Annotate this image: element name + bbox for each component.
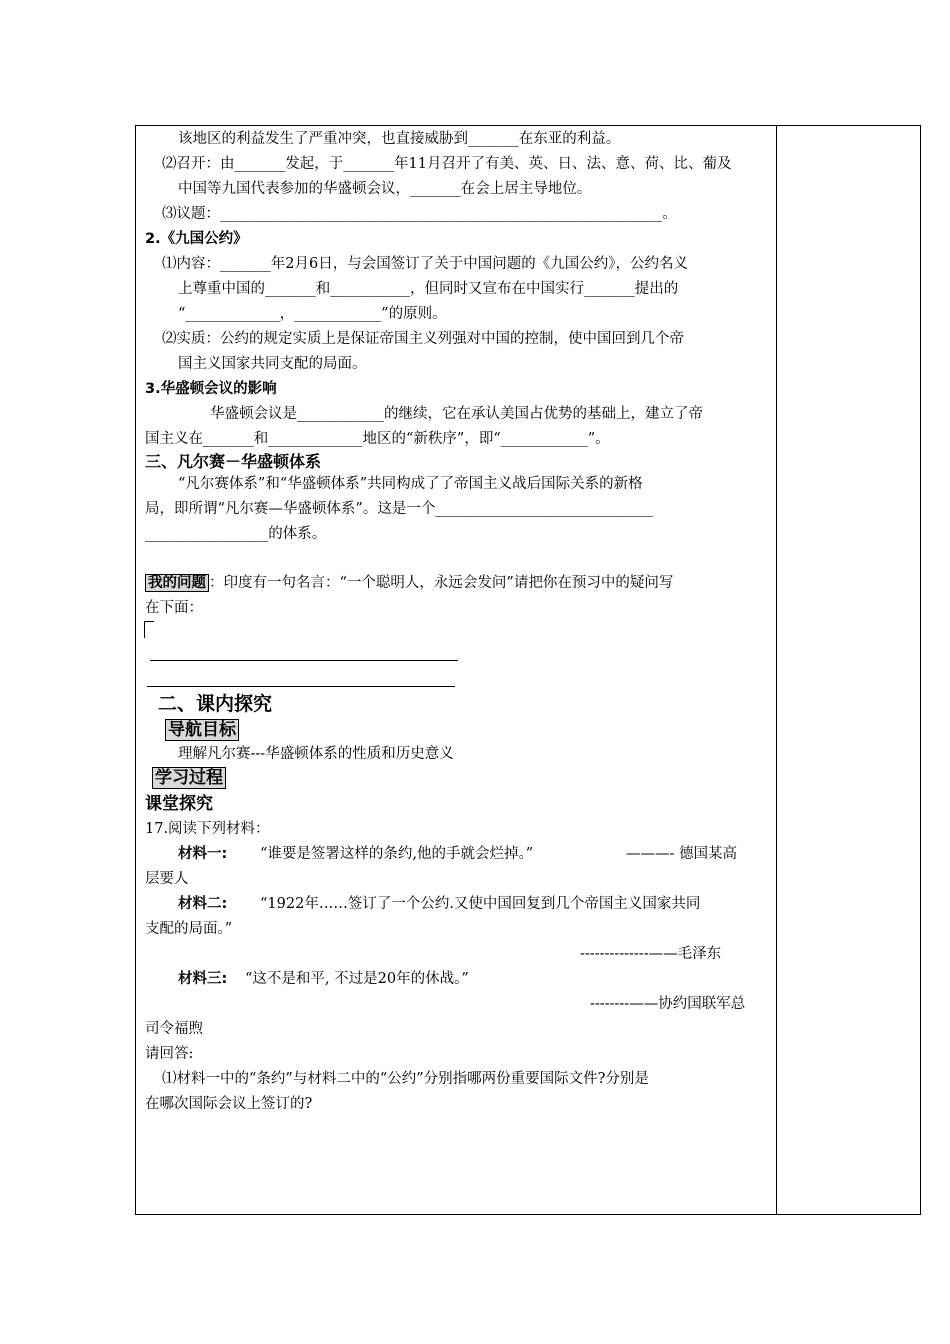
- material-label: 材料一:: [178, 846, 228, 862]
- text-cursor[interactable]: [144, 621, 154, 638]
- material-label: 材料三:: [178, 971, 228, 987]
- section-heading: 2.《九国公约》: [145, 231, 248, 247]
- text-line: 中国等九国代表参加的华盛顿会议，_______在会上居主导地位。: [178, 181, 592, 197]
- my-question-line: [145, 573, 673, 593]
- nav-goal-label: 导航目标: [165, 719, 239, 741]
- text-line: 在下面：: [145, 600, 203, 616]
- question-line: ⑴材料一中的“条约”与材料二中的“公约”分别指哪两份重要国际文件?分别是: [162, 1071, 649, 1087]
- material-quote: “谁要是签署这样的条约,他的手就会烂掉。”: [260, 846, 534, 862]
- attribution: --------------——毛泽东: [580, 946, 722, 962]
- text-line: 局，即所谓“凡尔赛—华盛顿体系”。这是一个______________________________: [145, 501, 653, 517]
- attribution: --------——协约国联军总: [590, 996, 746, 1012]
- text-line: ⑴内容：_______年2月6日，与会国签订了关于中国问题的《九国公约》，公约名义: [162, 256, 688, 272]
- question-line: 在哪次国际会议上签订的?: [145, 1096, 313, 1112]
- text-line: ：印度有一句名言：“一个聪明人，永远会发问”请把你在预习中的疑问写: [209, 575, 674, 591]
- answer-line[interactable]: [150, 660, 458, 661]
- section-heading: 课堂探究: [145, 794, 213, 814]
- text-line: 国主义在_______和_____________地区的“新秩序”，即“____________”。: [145, 431, 610, 447]
- text-line: 支配的局面。”: [145, 921, 233, 937]
- text-line: ⑵实质：公约的规定实质上是保证帝国主义列强对中国的控制，使中国回到几个帝: [162, 331, 684, 347]
- text-line: 上尊重中国的_______和___________，但同时又宣布在中国实行_______提出的: [178, 281, 679, 297]
- material-label: 材料二:: [178, 896, 228, 912]
- text-line: 国主义国家共同支配的局面。: [178, 356, 367, 372]
- text-line: “_____________，____________”的原则。: [178, 306, 447, 322]
- text-line: ⑶议题：_____________________________________________________________。: [162, 206, 677, 222]
- text-line: 理解凡尔赛---华盛顿体系的性质和历史意义: [178, 746, 454, 762]
- text-line: 华盛顿会议是____________的继续，它在承认美国占优势的基础上，建立了帝: [210, 406, 703, 422]
- text-line: 司令福煦: [145, 1021, 203, 1037]
- text-line: _________________的体系。: [145, 526, 327, 542]
- section-heading: 二、课内探究: [158, 693, 273, 715]
- learning-process-label: 学习过程: [152, 767, 226, 789]
- text-line: 17.阅读下列材料：: [145, 821, 270, 837]
- section-heading: 3.华盛顿会议的影响: [145, 381, 277, 397]
- text-line: ⑵召开：由_______发起，于_______年11月召开了有美、英、日、法、意、荷、比、葡及: [162, 156, 732, 172]
- text-line: ———- 德国某高: [626, 846, 738, 862]
- text-line: 请回答:: [145, 1046, 194, 1062]
- text-line: 层要人: [145, 871, 189, 887]
- column-divider: [776, 125, 777, 1215]
- my-question-label: 我的问题: [145, 574, 209, 592]
- text-line: “凡尔赛体系”和“华盛顿体系”共同构成了了帝国主义战后国际关系的新格: [178, 476, 643, 492]
- answer-line[interactable]: [147, 686, 455, 687]
- material-quote: “1922年……签订了一个公约.又使中国回复到几个帝国主义国家共同: [260, 896, 701, 912]
- material-quote: “这不是和平, 不过是20年的休战。”: [245, 971, 469, 987]
- text-line: 该地区的利益发生了严重冲突，也直接威胁到_______在东亚的利益。: [178, 131, 621, 147]
- section-heading: 三、凡尔赛－华盛顿体系: [145, 452, 322, 471]
